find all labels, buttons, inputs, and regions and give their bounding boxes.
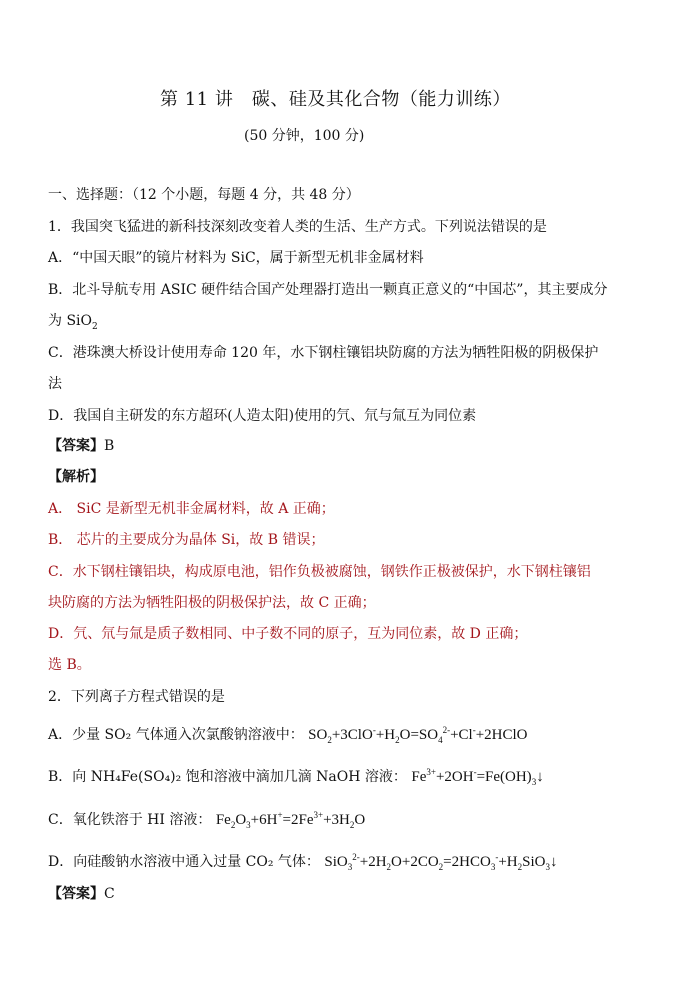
q2-option-d (48, 847, 557, 877)
q1-option-b-line1: B．北斗导航专用 ASIC 硬件结合国产处理器打造出一颗真正意义的“中国芯”，其主要成分 (48, 282, 608, 298)
q2-option-d-text: D．向硅酸钠水溶液中通入过量 CO₂ 气体： (48, 854, 320, 870)
q2-answer (48, 884, 115, 904)
page-title: 第 11 讲 碳、硅及其化合物（能力训练） (160, 89, 511, 110)
q2-option-a-equation: $SO_2+3ClO^-+H_2O=SO_4^{2-}+Cl^-+2HClO$ (308, 725, 528, 745)
q2-option-d-equation: $SiO_3^{2-}+2H_2O+2CO_2=2HCO_3^-+H_2SiO_3↓$ (324, 852, 558, 872)
q1-option-b-line2 (48, 311, 98, 337)
q2-option-c-equation: $Fe_2O_3+6H^+=2Fe^{3+}+3H_2O$ (215, 810, 366, 830)
q1-analysis-a: A． SiC 是新型无机非金属材料，故 A 正确； (48, 501, 335, 517)
q1-answer (48, 436, 114, 456)
q1-answer-label: 【答案】 (48, 438, 104, 454)
q2-option-c (48, 805, 365, 835)
page-subtitle: (50 分钟，100 分) (244, 128, 365, 144)
q1-option-d: D．我国自主研发的东方超环(人造太阳)使用的氕、氘与氚互为同位素 (48, 408, 477, 424)
q2-option-b (48, 762, 544, 792)
q2-answer-value: C (104, 886, 115, 902)
q2-option-c-text: C．氧化铁溶于 HI 溶液： (48, 812, 212, 828)
q1-analysis-d: D．氕、氘与氚是质子数相同、中子数不同的原子，互为同位素，故 D 正确； (48, 626, 528, 642)
q2-option-b-equation: $Fe^{3+}+2OH^-=Fe(OH)_3↓$ (411, 767, 544, 787)
q1-analysis-b: B． 芯片的主要成分为晶体 Si，故 B 错误； (48, 532, 325, 548)
q1-stem: 1．我国突飞猛进的新科技深刻改变着人类的生活、生产方式。下列说法错误的是 (48, 219, 547, 235)
q1-option-a: A．“中国天眼”的镜片材料为 SiC，属于新型无机非金属材料 (48, 250, 424, 266)
q2-option-a (48, 720, 528, 750)
q1-answer-value: B (104, 438, 115, 454)
section-heading: 一、选择题：（12 个小题，每题 4 分，共 48 分） (48, 187, 360, 203)
q1-option-c-line2: 法 (48, 376, 62, 392)
q1-option-c-line1: C．港珠澳大桥设计使用寿命 120 年，水下钢柱镶铝块防腐的方法为牺牲阳极的阴极保护 (48, 345, 599, 361)
q1-analysis-c1: C．水下钢柱镶铝块，构成原电池，铝作负极被腐蚀，钢铁作正极被保护，水下钢柱镶铝 (48, 564, 591, 580)
q1-option-b-text: 为 SiO (48, 313, 92, 329)
q2-answer-label: 【答案】 (48, 886, 104, 902)
q1-analysis-label: 【解析】 (48, 469, 104, 485)
q2-stem: 2．下列离子方程式错误的是 (48, 689, 225, 705)
q2-option-b-text: B．向 NH₄Fe(SO₄)₂ 饱和溶液中滴加几滴 NaOH 溶液： (48, 769, 407, 785)
q1-analysis-end: 选 B。 (48, 657, 91, 673)
q2-option-a-text: A．少量 SO₂ 气体通入次氯酸钠溶液中： (48, 727, 304, 743)
q1-option-b-sub: 2 (92, 321, 98, 332)
q1-analysis-c2: 块防腐的方法为牺牲阳极的阴极保护法，故 C 正确； (48, 595, 376, 611)
